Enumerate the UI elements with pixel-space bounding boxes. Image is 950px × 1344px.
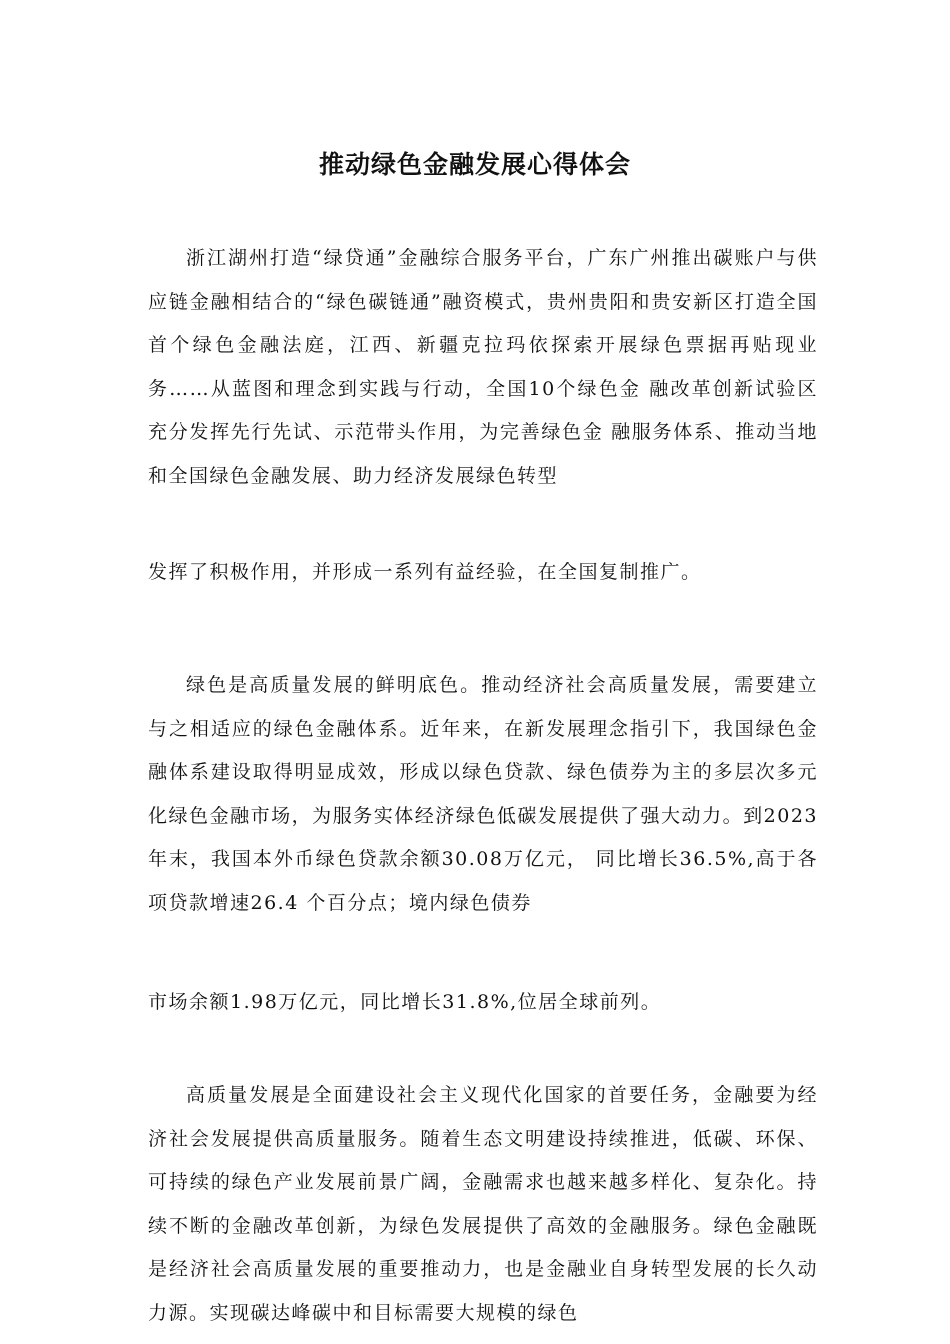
paragraph-2-continuation: 市场余额1.98万亿元，同比增长31.8%,位居全球前列。 <box>148 991 662 1013</box>
paragraph-1: 浙江湖州打造“绿贷通”金融综合服务平台，广东广州推出碳账户与供应链金融相结合的“绿色碳链通”融资模式，贵州贵阳和贵安新区打造全国首个绿色金融法庭，江西、新疆克拉玛依探索开展绿色票据再贴现业务……从蓝图和理念到实践与行动，全国10个绿色金 融改革创新试验区充分发挥先行先试、示范带头作用，为完善绿色金 融服务体系、推动当地和全国绿色金融发展、助力经济发展绿色转型 <box>148 247 818 487</box>
paragraph-1-continuation: 发挥了积极作用，并形成一系列有益经验，在全国复制推广。 <box>148 561 702 583</box>
paragraph-2: 绿色是高质量发展的鲜明底色。推动经济社会高质量发展，需要建立与之相适应的绿色金融体系。近年来，在新发展理念指引下，我国绿色金融体系建设取得明显成效，形成以绿色贷款、绿色债券为主的多层次多元化绿色金融市场，为服务实体经济绿色低碳发展提供了强大动力。到2023年末，我国本外币绿色贷款余额30.08万亿元， 同比增长36.5%,高于各项贷款增速26.4 个百分点；境内绿色债券 <box>148 674 818 914</box>
document-title: 推动绿色金融发展心得体会 <box>318 150 631 179</box>
paragraph-3: 高质量发展是全面建设社会主义现代化国家的首要任务，金融要为经济社会发展提供高质量服务。随着生态文明建设持续推进，低碳、环保、可持续的绿色产业发展前景广阔，金融需求也越来越多样化、复杂化。持续不断的金融改革创新，为绿色发展提供了高效的金融服务。绿色金融既是经济社会高质量发展的重要推动力，也是金融业自身转型发展的长久动力源。实现碳达峰碳中和目标需要大规模的绿色 <box>148 1084 818 1324</box>
